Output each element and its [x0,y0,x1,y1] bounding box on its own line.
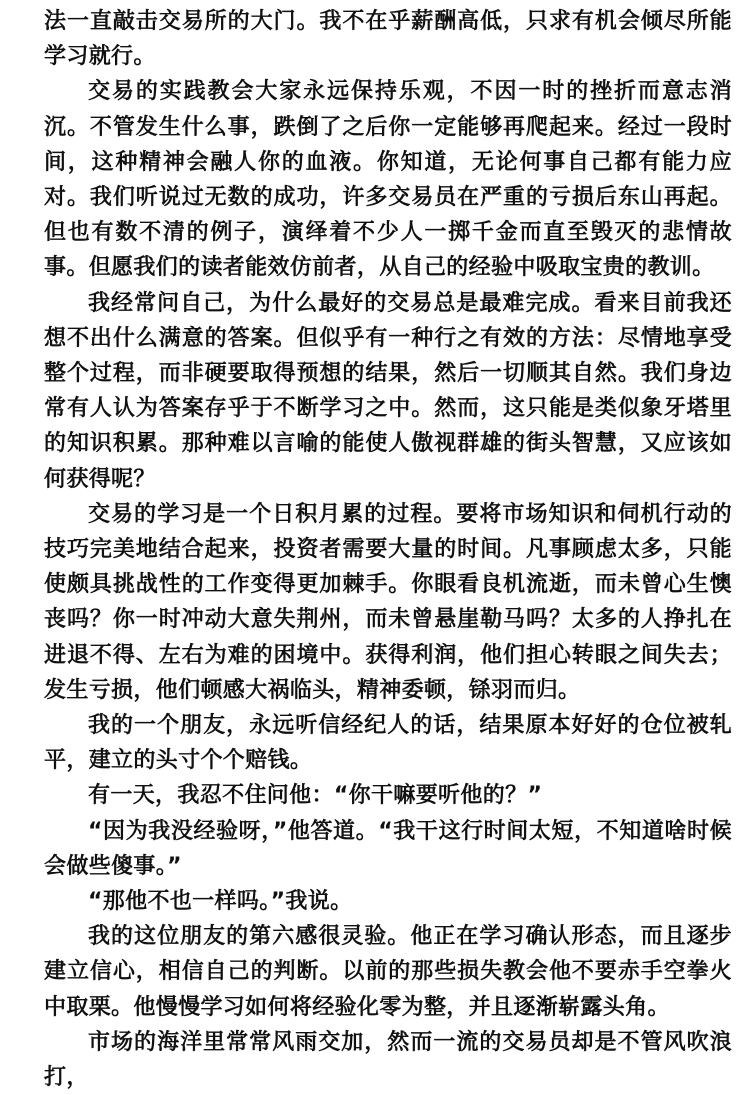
paragraph-9: 我的这位朋友的第六感很灵验。他正在学习确认形态，而且逐步建立信心，相信自己的判断。以前的那些损失教会他不要赤手空拳火中取栗。他慢慢学习如何将经验化零为整，并且逐渐崭露头角。 [44,924,732,1020]
paragraph-10: 市场的海洋里常常风雨交加，然而一流的交易员却是不管风吹浪打， [44,1029,732,1091]
paragraph-4: 交易的学习是一个日积月累的过程。要将市场知识和伺机行动的技巧完美地结合起来，投资者需要大量的时间。凡事顾虑太多，只能使颇具挑战性的工作变得更加棘手。你眼看良机流逝，而未曾心生懊丧吗？你一时冲动大意失荆州，而未曾悬崖勒马吗？太多的人挣扎在进退不得、左右为难的困境中。获得利润，他们担心转眼之间失去；发生亏损，他们顿感大祸临头，精神委顿，铩羽而归。 [44,501,732,703]
paragraph-7: “因为我没经验呀，”他答道。“我干这行时间太短，不知道啥时候会做些傻事。” [44,818,732,879]
paragraph-1: 法一直敲击交易所的大门。我不在乎薪酬高低，只求有机会倾尽所能学习就行。 [44,9,732,70]
paragraph-2: 交易的实践教会大家永远保持乐观，不因一时的挫折而意志消沉。不管发生什么事，跌倒了之后你一定能够再爬起来。经过一段时间，这种精神会融人你的血液。你知道，无论何事自己都有能力应对。我们听说过无数的成功，许多交易员在严重的亏损后东山再起。但也有数不清的例子，演绎着不少人一掷千金而直至毁灭的悲情故事。但愿我们的读者能效仿前者，从自己的经验中吸取宝贵的教训。 [44,79,732,281]
paragraph-3: 我经常问自己，为什么最好的交易总是最难完成。看来目前我还想不出什么满意的答案。但似乎有一种行之有效的方法：尽情地享受整个过程，而非硬要取得预想的结果，然后一切顺其自然。我们身边常有人认为答案存乎于不断学习之中。然而，这只能是类似象牙塔里的知识积累。那种难以言喻的能使人傲视群雄的街头智慧，又应该如何获得呢？ [44,290,732,492]
paragraph-8: “那他不也一样吗。”我说。 [88,889,353,915]
paragraph-6: 有一天，我忍不住问他：“你干嘛要听他的？” [88,783,543,809]
paragraph-5: 我的一个朋友，永远听信经纪人的话，结果原本好好的仓位被轧平，建立的头寸个个赔钱。 [44,713,732,774]
